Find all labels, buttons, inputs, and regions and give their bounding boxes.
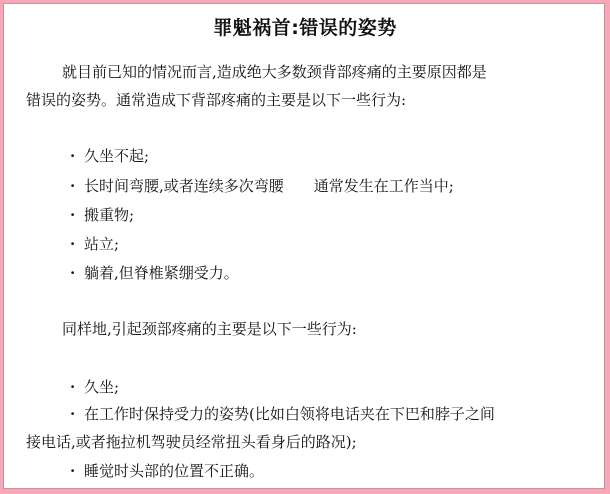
bullet-icon: ·: [70, 235, 76, 253]
list-item: [70, 205, 134, 225]
intro-line-2: 错误的姿势。通常造成下背部疼痛的主要是以下一些行为:: [26, 91, 407, 109]
list-item-text: 站立;: [84, 235, 120, 253]
list-item-text: 久坐不起;: [84, 147, 150, 165]
bullet-icon: ·: [70, 177, 76, 195]
bullet-icon: ·: [70, 264, 76, 282]
list-item-text: 躺着,但脊椎紧绷受力。: [84, 264, 239, 282]
bullet-icon: ·: [70, 147, 76, 165]
list-item-text: 睡觉时头部的位置不正确。: [84, 462, 265, 480]
list-item: [70, 404, 495, 424]
bullet-icon: ·: [70, 405, 76, 423]
document-page: [3, 3, 605, 489]
list-item-text: 在工作时保持受力的姿势(比如白领将电话夹在下巴和脖子之间: [84, 405, 495, 423]
bullet-icon: ·: [70, 378, 76, 396]
list-item-text: 长时间弯腰,或者连续多次弯腰 通常发生在工作当中;: [84, 177, 454, 195]
list-item: [70, 146, 149, 166]
list-item: [70, 176, 454, 196]
page-title: 罪魁祸首:错误的姿势: [213, 17, 397, 39]
list-item-text: 搬重物;: [84, 206, 135, 224]
list-item-text: 久坐;: [84, 378, 120, 396]
bullet-icon: ·: [70, 206, 76, 224]
list-item: [70, 377, 119, 397]
list-item: [70, 461, 264, 481]
list-item: [70, 263, 239, 283]
bullet-icon: ·: [70, 462, 76, 480]
intro-line-1: 就目前已知的情况而言,造成绝大多数颈背部疼痛的主要原因都是: [62, 63, 487, 81]
neck-intro: 同样地,引起颈部疼痛的主要是以下一些行为:: [62, 320, 357, 338]
list-item: [70, 234, 119, 254]
list-item-continuation: 接电话,或者拖拉机驾驶员经常扭头看身后的路况);: [26, 433, 357, 451]
